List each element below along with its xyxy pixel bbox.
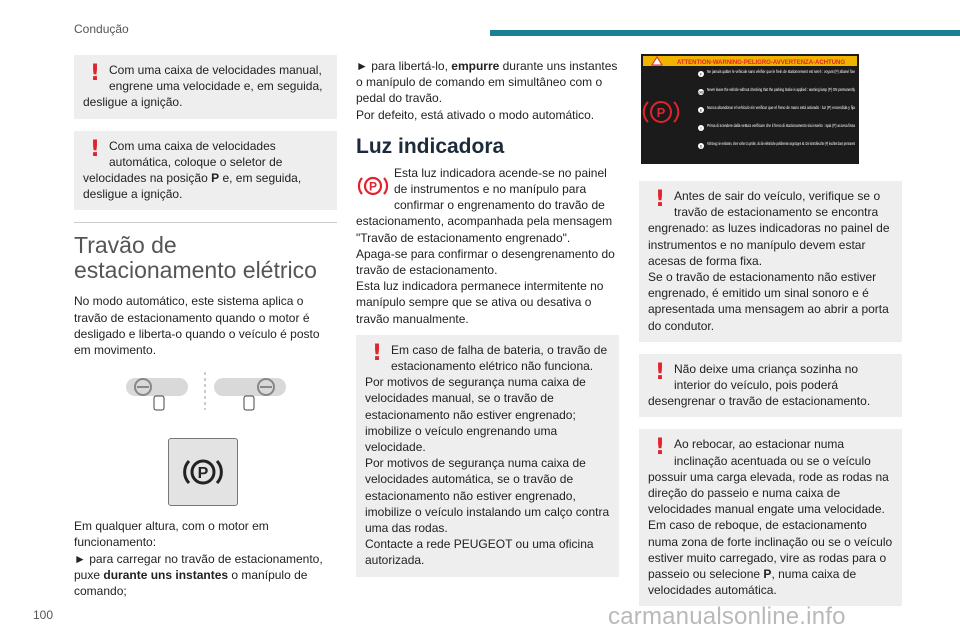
indicator-heading: Luz indicadora [356, 134, 505, 158]
label-row-gb: Never leave the vehicle without checking that the parking brake is applied : warning lamp (P) ON permanently [707, 87, 856, 92]
lever-illustrations [126, 372, 337, 420]
svg-text:P: P [656, 105, 666, 120]
warning-box-automatic [74, 131, 337, 211]
default-mode-text: Por defeito, está ativado o modo automático. [356, 107, 595, 122]
indicator-description: Esta luz indicadora acende-se no painel de instrumentos e no manípulo para confirmar o engrenamento do travão de estacionamento, acompanhada pela mensagem "Travão de estacionamento engrenado". [356, 165, 613, 245]
parking-brake-p-icon [181, 452, 225, 492]
warning-exclamation-icon: ! [654, 359, 666, 385]
warning-line: Contacte a rede PEUGEOT ou uma oficina autorizada. [365, 537, 594, 568]
warning-line: Se o travão de estacionamento não estiver engrenado, é emitido um sinal sonoro e é apresentada uma mensagem ao abrir a porta do condutor. [648, 270, 889, 333]
section-heading: Travão de estacionamento elétrico [74, 232, 317, 284]
warning-exclamation-icon: ! [654, 187, 666, 212]
release-bullet: ► para libertá-lo, empurre durante uns instantes o manípulo de comando em simultâneo com o pedal do travão. [356, 59, 618, 106]
pull-bullet: ► para carregar no travão de estacionamento, puxe durante uns instantes o manípulo de comando; [74, 551, 323, 599]
watermark: carmanualsonline.info [608, 603, 846, 630]
warning-text: Com uma caixa de velocidades manual, engrene uma velocidade e, em seguida, desligue a ignição. [83, 63, 323, 110]
label-row-de: Fahrzeug nie verlassen, ohne vorher zu prüfen, ob die elektrische parkbremse angezogen ist. Die kontrolleuchte (P) leuchtet dann permanent [707, 141, 856, 146]
anytime-paragraph: Em qualquer altura, com o motor em funcionamento: [74, 519, 269, 550]
column-1 [74, 55, 337, 599]
warning-exclamation-icon: ! [371, 340, 383, 366]
label-row-es: Nunca abandonar el vehículo sin verificar que el freno de mano está activado : luz (P) encendida y fija [707, 105, 856, 110]
warning-line: Em caso de reboque, de estacionamento numa zona de forte inclinação ou se o veículo estiver muito carregado, vire as rodas para o passeio ou selecione P, numa caixa de velocidades automática. [648, 518, 893, 598]
parking-brake-warning-lamp-icon [356, 171, 390, 201]
svg-text:D: D [699, 144, 703, 149]
svg-text:GB: GB [698, 90, 704, 95]
warning-line: Em caso de falha de bateria, o travão de estacionamento elétrico não funciona. [391, 342, 608, 374]
warning-exclamation-icon: ! [89, 61, 101, 86]
svg-text:P: P [197, 465, 209, 483]
warning-text: Com uma caixa de velocidades automática, coloque o seletor de velocidades na posição P e, em seguida, desligue a ignição. [83, 138, 302, 202]
header-accent-bar [490, 30, 960, 36]
indicator-block [356, 165, 619, 246]
section-title: Condução [74, 22, 129, 36]
warning-exclamation-icon: ! [654, 435, 666, 461]
warning-text: Não deixe uma criança sozinha no interior do veículo, pois poderá desengrenar o travão de estacionamento. [648, 361, 871, 409]
parking-brake-switch-image [168, 438, 238, 506]
warning-line: Antes de sair do veículo, verifique se o travão de estacionamento se encontra engrenado: as luzes indicadoras no painel de instrumentos e no manípulo devem estar acesas de forma fixa. [648, 189, 890, 268]
warning-box-manual [74, 55, 337, 119]
label-row-fr: Ne jamais quitter le véhicule sans vérifier que le frein de stationnement est serré : voyant (P) allumé fixe [707, 69, 856, 74]
warning-box-towing [639, 429, 902, 606]
column-3 [639, 54, 902, 618]
intro-paragraph: No modo automático, este sistema aplica o travão de estacionamento quando o motor é desligado e liberta-o quando o veículo é posto em movimento. [74, 294, 320, 358]
warning-box-battery [356, 335, 619, 577]
column-2 [356, 58, 619, 589]
page-number: 100 [33, 608, 54, 622]
label-title: ATTENTION-WARNING-PELIGRO-AVVERTENZA-ACHTUNG [676, 60, 846, 66]
warning-line: Por motivos de segurança numa caixa de velocidades manual, se o travão de estacionamento não estiver engrenado; imobilize o veículo engrenando uma velocidade. [365, 375, 586, 455]
section-divider [74, 222, 337, 223]
svg-text:E: E [699, 108, 703, 113]
indicator-off-text: Apaga-se para confirmar o desengrenamento do travão de estacionamento. [356, 246, 615, 278]
svg-text:I: I [700, 126, 702, 131]
warning-line: Por motivos de segurança numa caixa de velocidades automática, se o travão de estacionamento não estiver engrenado, imobilize o veículo instalando um calço contra uma das rodas. [365, 456, 610, 536]
warning-box-leave-vehicle [639, 181, 902, 342]
multilingual-warning-label [641, 54, 859, 164]
warning-exclamation-icon: ! [89, 136, 101, 162]
warning-line: Ao rebocar, ao estacionar numa inclinação acentuada ou se o veículo possuir uma carga elevada, rode as rodas na direção do passeio e numa caixa de velocidades manual engate uma velocidade. [648, 437, 889, 517]
parking-lever-diagram [126, 372, 286, 420]
svg-text:F: F [699, 72, 703, 77]
warning-box-child [639, 354, 902, 418]
svg-text:P: P [368, 179, 378, 194]
label-row-it: Prima di scendere dalla vettura verificare che il freno di stazionamento sia inserito : spia (P) accesa fissa [707, 123, 856, 128]
indicator-blink-text: Esta luz indicadora permanece intermitente no manípulo sempre que se ativa ou desativa o travão manualmente. [356, 279, 604, 326]
